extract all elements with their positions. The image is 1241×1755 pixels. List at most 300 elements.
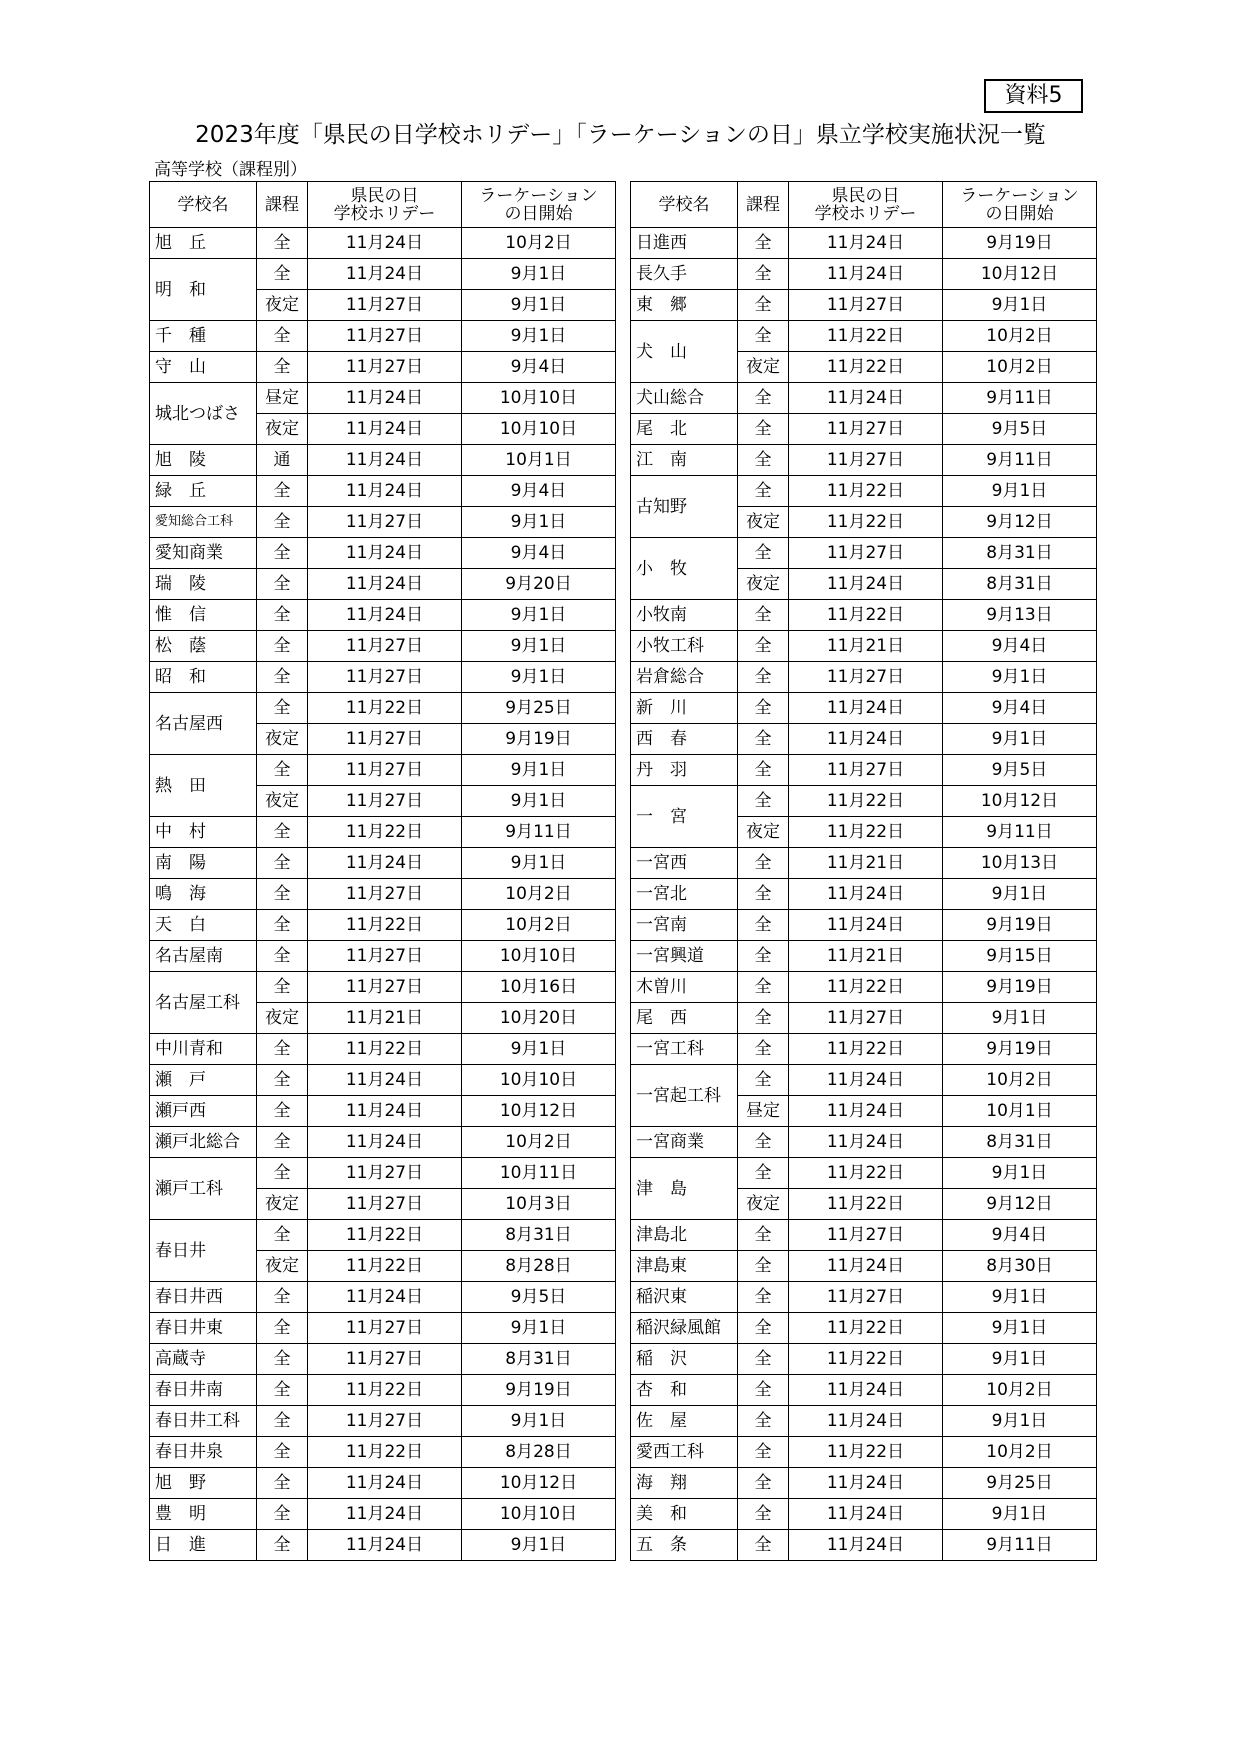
course-cell: 全: [257, 1282, 308, 1313]
holiday-date-cell: 11月22日: [308, 1375, 462, 1406]
table-row: [150, 445, 616, 476]
rakeshon-date-cell: 9月1日: [462, 755, 616, 786]
school-name-cell: 一宮興道: [631, 941, 738, 972]
course-cell: 全: [257, 600, 308, 631]
table-row: [150, 1220, 616, 1251]
school-name-cell: 稲沢東: [631, 1282, 738, 1313]
course-cell: 全: [257, 476, 308, 507]
rakeshon-date-cell: 9月4日: [462, 476, 616, 507]
school-name-cell: 南 陽: [150, 848, 257, 879]
rakeshon-date-cell: 9月1日: [462, 507, 616, 538]
table-row: [631, 724, 1097, 755]
course-cell: 全: [738, 259, 789, 290]
table-body: [150, 228, 616, 1561]
school-name-cell: 一宮商業: [631, 1127, 738, 1158]
school-name-cell: 一宮起工科: [631, 1065, 738, 1127]
course-cell: 全: [738, 228, 789, 259]
table-row: [631, 1158, 1097, 1189]
rakeshon-date-cell: 9月5日: [943, 755, 1097, 786]
course-cell: 全: [257, 1220, 308, 1251]
course-cell: 全: [257, 910, 308, 941]
table-row: [150, 631, 616, 662]
rakeshon-date-cell: 9月13日: [943, 600, 1097, 631]
holiday-date-cell: 11月27日: [308, 786, 462, 817]
table-row: [150, 259, 616, 290]
holiday-date-cell: 11月22日: [308, 910, 462, 941]
table-row: [150, 1096, 616, 1127]
school-name-cell: 熱 田: [150, 755, 257, 817]
rakeshon-date-cell: 9月1日: [943, 476, 1097, 507]
holiday-date-cell: 11月27日: [308, 352, 462, 383]
rakeshon-date-cell: 8月28日: [462, 1251, 616, 1282]
course-cell: 全: [257, 259, 308, 290]
holiday-date-cell: 11月27日: [789, 1282, 943, 1313]
holiday-date-cell: 11月27日: [308, 755, 462, 786]
school-name-cell: 稲沢緑風館: [631, 1313, 738, 1344]
holiday-date-cell: 11月24日: [308, 1499, 462, 1530]
holiday-date-cell: 11月22日: [789, 1158, 943, 1189]
school-name-cell: 一宮北: [631, 879, 738, 910]
school-name-cell: 高蔵寺: [150, 1344, 257, 1375]
course-cell: 全: [257, 1313, 308, 1344]
rakeshon-date-cell: 9月11日: [943, 445, 1097, 476]
school-name-cell: 旭 丘: [150, 228, 257, 259]
header-school-name: 学校名: [150, 182, 257, 228]
rakeshon-date-cell: 9月19日: [462, 1375, 616, 1406]
school-name-cell: 城北つばさ: [150, 383, 257, 445]
rakeshon-date-cell: 9月1日: [462, 1406, 616, 1437]
holiday-date-cell: 11月27日: [308, 631, 462, 662]
table-row: [150, 476, 616, 507]
holiday-date-cell: 11月24日: [308, 1468, 462, 1499]
holiday-date-cell: 11月22日: [308, 1251, 462, 1282]
course-cell: 全: [257, 569, 308, 600]
holiday-date-cell: 11月24日: [789, 1468, 943, 1499]
school-name-cell: 小 牧: [631, 538, 738, 600]
course-cell: 全: [257, 1034, 308, 1065]
table-row: [631, 259, 1097, 290]
course-cell: 全: [738, 1065, 789, 1096]
school-name-cell: 春日井: [150, 1220, 257, 1282]
holiday-date-cell: 11月22日: [308, 693, 462, 724]
table-row: [631, 1003, 1097, 1034]
table-row: [631, 1034, 1097, 1065]
course-cell: 全: [257, 693, 308, 724]
course-cell: 全: [738, 972, 789, 1003]
holiday-date-cell: 11月27日: [308, 507, 462, 538]
table-row: [631, 445, 1097, 476]
rakeshon-date-cell: 9月1日: [462, 631, 616, 662]
course-cell: 全: [257, 941, 308, 972]
holiday-date-cell: 11月22日: [789, 1437, 943, 1468]
table-row: [631, 228, 1097, 259]
holiday-date-cell: 11月22日: [789, 1034, 943, 1065]
table-row: [150, 1499, 616, 1530]
course-cell: 全: [738, 724, 789, 755]
course-cell: 全: [257, 1375, 308, 1406]
school-name-cell: 愛西工科: [631, 1437, 738, 1468]
holiday-date-cell: 11月22日: [308, 1220, 462, 1251]
rakeshon-date-cell: 10月2日: [943, 1375, 1097, 1406]
school-name-cell: 江 南: [631, 445, 738, 476]
school-name-cell: 小牧南: [631, 600, 738, 631]
holiday-date-cell: 11月24日: [789, 1127, 943, 1158]
holiday-date-cell: 11月24日: [789, 1530, 943, 1561]
rakeshon-date-cell: 9月19日: [943, 972, 1097, 1003]
rakeshon-date-cell: 9月4日: [462, 538, 616, 569]
school-name-cell: 愛知総合工科: [150, 507, 257, 538]
rakeshon-date-cell: 9月11日: [943, 1530, 1097, 1561]
school-name-cell: 千 種: [150, 321, 257, 352]
course-cell: 全: [738, 941, 789, 972]
rakeshon-date-cell: 9月5日: [943, 414, 1097, 445]
course-cell: 全: [738, 1158, 789, 1189]
rakeshon-date-cell: 10月10日: [462, 1499, 616, 1530]
rakeshon-date-cell: 8月31日: [462, 1220, 616, 1251]
school-name-cell: 稲 沢: [631, 1344, 738, 1375]
rakeshon-date-cell: 9月1日: [943, 1499, 1097, 1530]
course-cell: 夜定: [257, 1251, 308, 1282]
holiday-date-cell: 11月24日: [308, 228, 462, 259]
holiday-date-cell: 11月27日: [308, 321, 462, 352]
school-name-cell: 丹 羽: [631, 755, 738, 786]
table-row: [631, 941, 1097, 972]
rakeshon-date-cell: 9月1日: [462, 600, 616, 631]
school-name-cell: 昭 和: [150, 662, 257, 693]
course-cell: 夜定: [257, 786, 308, 817]
rakeshon-date-cell: 9月1日: [943, 1003, 1097, 1034]
school-name-cell: 豊 明: [150, 1499, 257, 1530]
table-row: [150, 1344, 616, 1375]
course-cell: 夜定: [257, 1189, 308, 1220]
school-name-cell: 東 郷: [631, 290, 738, 321]
header-school-name: 学校名: [631, 182, 738, 228]
rakeshon-date-cell: 9月20日: [462, 569, 616, 600]
school-name-cell: 一 宮: [631, 786, 738, 848]
rakeshon-date-cell: 9月19日: [462, 724, 616, 755]
course-cell: 全: [738, 693, 789, 724]
rakeshon-date-cell: 9月4日: [462, 352, 616, 383]
course-cell: 夜定: [738, 817, 789, 848]
holiday-date-cell: 11月24日: [789, 1406, 943, 1437]
rakeshon-date-cell: 9月5日: [462, 1282, 616, 1313]
course-cell: 全: [257, 1065, 308, 1096]
table-row: [631, 1313, 1097, 1344]
holiday-date-cell: 11月24日: [789, 693, 943, 724]
rakeshon-date-cell: 9月15日: [943, 941, 1097, 972]
course-cell: 夜定: [257, 724, 308, 755]
table-row: [150, 1468, 616, 1499]
school-name-cell: 海 翔: [631, 1468, 738, 1499]
school-name-cell: 瀬戸北総合: [150, 1127, 257, 1158]
holiday-date-cell: 11月24日: [789, 724, 943, 755]
course-cell: 全: [738, 383, 789, 414]
holiday-date-cell: 11月27日: [308, 972, 462, 1003]
rakeshon-date-cell: 8月31日: [943, 538, 1097, 569]
holiday-date-cell: 11月22日: [789, 786, 943, 817]
rakeshon-date-cell: 9月11日: [462, 817, 616, 848]
document-badge: 資料5: [984, 79, 1083, 113]
header-row: [631, 182, 1097, 228]
course-cell: 全: [257, 1096, 308, 1127]
table-row: [631, 1437, 1097, 1468]
holiday-date-cell: 11月27日: [789, 414, 943, 445]
header-course: 課程: [257, 182, 308, 228]
course-cell: 全: [738, 1375, 789, 1406]
school-name-cell: 犬山総合: [631, 383, 738, 414]
holiday-date-cell: 11月21日: [789, 848, 943, 879]
holiday-date-cell: 11月27日: [789, 538, 943, 569]
course-cell: 全: [738, 1003, 789, 1034]
holiday-date-cell: 11月24日: [308, 476, 462, 507]
school-name-cell: 岩倉総合: [631, 662, 738, 693]
holiday-date-cell: 11月24日: [789, 569, 943, 600]
course-cell: 全: [738, 1344, 789, 1375]
table-row: [631, 662, 1097, 693]
school-name-cell: 旭 陵: [150, 445, 257, 476]
table-row: [150, 569, 616, 600]
course-cell: 全: [738, 1499, 789, 1530]
school-name-cell: 西 春: [631, 724, 738, 755]
table-row: [631, 538, 1097, 569]
course-cell: 全: [738, 1282, 789, 1313]
school-name-cell: 杏 和: [631, 1375, 738, 1406]
table-row: [631, 290, 1097, 321]
rakeshon-date-cell: 10月3日: [462, 1189, 616, 1220]
rakeshon-date-cell: 10月20日: [462, 1003, 616, 1034]
table-row: [631, 1220, 1097, 1251]
rakeshon-date-cell: 10月10日: [462, 941, 616, 972]
school-name-cell: 瀬戸工科: [150, 1158, 257, 1220]
course-cell: 全: [738, 1468, 789, 1499]
course-cell: 全: [738, 414, 789, 445]
rakeshon-date-cell: 8月28日: [462, 1437, 616, 1468]
holiday-date-cell: 11月22日: [789, 972, 943, 1003]
holiday-date-cell: 11月24日: [308, 383, 462, 414]
holiday-date-cell: 11月27日: [308, 290, 462, 321]
school-name-cell: 長久手: [631, 259, 738, 290]
holiday-date-cell: 11月27日: [308, 1313, 462, 1344]
course-cell: 全: [738, 631, 789, 662]
holiday-date-cell: 11月27日: [789, 1003, 943, 1034]
rakeshon-date-cell: 10月10日: [462, 383, 616, 414]
rakeshon-date-cell: 9月1日: [943, 1313, 1097, 1344]
table-row: [631, 1499, 1097, 1530]
table-row: [150, 1375, 616, 1406]
course-cell: 全: [257, 1127, 308, 1158]
holiday-date-cell: 11月27日: [789, 662, 943, 693]
holiday-date-cell: 11月22日: [789, 321, 943, 352]
rakeshon-date-cell: 10月2日: [462, 1127, 616, 1158]
table-row: [631, 1344, 1097, 1375]
holiday-date-cell: 11月27日: [308, 1344, 462, 1375]
table-row: [150, 1158, 616, 1189]
holiday-date-cell: 11月24日: [789, 1251, 943, 1282]
table-row: [150, 693, 616, 724]
holiday-date-cell: 11月24日: [308, 1065, 462, 1096]
school-name-cell: 惟 信: [150, 600, 257, 631]
table-row: [150, 972, 616, 1003]
course-cell: 全: [738, 755, 789, 786]
table-row: [631, 476, 1097, 507]
holiday-date-cell: 11月22日: [789, 817, 943, 848]
course-cell: 全: [257, 662, 308, 693]
section-subtitle: 高等学校（課程別）: [154, 160, 307, 180]
table-row: [631, 693, 1097, 724]
rakeshon-date-cell: 9月1日: [943, 1158, 1097, 1189]
rakeshon-date-cell: 9月25日: [943, 1468, 1097, 1499]
table-row: [150, 507, 616, 538]
course-cell: 全: [257, 755, 308, 786]
rakeshon-date-cell: 9月19日: [943, 1034, 1097, 1065]
school-name-cell: 鳴 海: [150, 879, 257, 910]
school-name-cell: 日進西: [631, 228, 738, 259]
rakeshon-date-cell: 10月12日: [943, 259, 1097, 290]
course-cell: 夜定: [738, 352, 789, 383]
course-cell: 全: [257, 1406, 308, 1437]
holiday-date-cell: 11月22日: [308, 817, 462, 848]
holiday-date-cell: 11月27日: [308, 724, 462, 755]
table-row: [631, 1282, 1097, 1313]
rakeshon-date-cell: 9月11日: [943, 817, 1097, 848]
table-row: [150, 600, 616, 631]
school-name-cell: 瑞 陵: [150, 569, 257, 600]
rakeshon-date-cell: 10月1日: [943, 1096, 1097, 1127]
course-cell: 全: [257, 507, 308, 538]
school-name-cell: 木曽川: [631, 972, 738, 1003]
school-name-cell: 一宮西: [631, 848, 738, 879]
table-row: [150, 1065, 616, 1096]
holiday-date-cell: 11月24日: [308, 600, 462, 631]
course-cell: 全: [257, 321, 308, 352]
rakeshon-date-cell: 9月1日: [462, 662, 616, 693]
rakeshon-date-cell: 10月2日: [943, 1065, 1097, 1096]
holiday-date-cell: 11月22日: [789, 1344, 943, 1375]
holiday-date-cell: 11月24日: [789, 879, 943, 910]
table-row: [150, 817, 616, 848]
school-name-cell: 小牧工科: [631, 631, 738, 662]
rakeshon-date-cell: 10月10日: [462, 414, 616, 445]
rakeshon-date-cell: 9月11日: [943, 383, 1097, 414]
course-cell: 全: [738, 1530, 789, 1561]
school-name-cell: 犬 山: [631, 321, 738, 383]
rakeshon-date-cell: 10月16日: [462, 972, 616, 1003]
table-row: [150, 352, 616, 383]
course-cell: 全: [738, 1220, 789, 1251]
table-row: [150, 228, 616, 259]
table-row: [631, 1251, 1097, 1282]
rakeshon-date-cell: 9月12日: [943, 507, 1097, 538]
rakeshon-date-cell: 9月19日: [943, 910, 1097, 941]
table-row: [631, 879, 1097, 910]
course-cell: 全: [738, 786, 789, 817]
table-row: [150, 1034, 616, 1065]
school-name-cell: 一宮南: [631, 910, 738, 941]
holiday-date-cell: 11月22日: [789, 1313, 943, 1344]
page-title: 2023年度「県民の日学校ホリデー」「ラーケーションの日」県立学校実施状況一覧: [195, 122, 1046, 148]
course-cell: 夜定: [738, 569, 789, 600]
header-course: 課程: [738, 182, 789, 228]
table-row: [631, 600, 1097, 631]
holiday-date-cell: 11月27日: [789, 290, 943, 321]
holiday-date-cell: 11月27日: [308, 1406, 462, 1437]
holiday-date-cell: 11月21日: [789, 631, 943, 662]
holiday-date-cell: 11月22日: [789, 476, 943, 507]
holiday-date-cell: 11月21日: [308, 1003, 462, 1034]
header-holiday: 県民の日 学校ホリデー: [308, 182, 462, 228]
table-row: [631, 414, 1097, 445]
course-cell: 全: [257, 972, 308, 1003]
course-cell: 全: [257, 1158, 308, 1189]
rakeshon-date-cell: 8月31日: [943, 569, 1097, 600]
rakeshon-date-cell: 10月13日: [943, 848, 1097, 879]
rakeshon-date-cell: 9月4日: [943, 1220, 1097, 1251]
course-cell: 全: [257, 1499, 308, 1530]
course-cell: 全: [738, 445, 789, 476]
holiday-date-cell: 11月24日: [308, 1282, 462, 1313]
school-name-cell: 新 川: [631, 693, 738, 724]
holiday-date-cell: 11月22日: [789, 600, 943, 631]
rakeshon-date-cell: 9月1日: [943, 1406, 1097, 1437]
table-row: [150, 848, 616, 879]
course-cell: 全: [738, 848, 789, 879]
table-row: [631, 631, 1097, 662]
school-name-cell: 天 白: [150, 910, 257, 941]
holiday-date-cell: 11月27日: [308, 879, 462, 910]
school-name-cell: 春日井工科: [150, 1406, 257, 1437]
course-cell: 夜定: [257, 414, 308, 445]
table-row: [631, 383, 1097, 414]
school-name-cell: 名古屋西: [150, 693, 257, 755]
course-cell: 全: [738, 290, 789, 321]
school-name-cell: 佐 屋: [631, 1406, 738, 1437]
rakeshon-date-cell: 9月1日: [943, 290, 1097, 321]
holiday-date-cell: 11月22日: [789, 507, 943, 538]
rakeshon-date-cell: 9月1日: [943, 1282, 1097, 1313]
holiday-date-cell: 11月24日: [789, 383, 943, 414]
holiday-date-cell: 11月22日: [789, 352, 943, 383]
table-row: [150, 383, 616, 414]
holiday-date-cell: 11月27日: [789, 445, 943, 476]
course-cell: 全: [738, 879, 789, 910]
holiday-date-cell: 11月24日: [308, 1127, 462, 1158]
course-cell: 全: [738, 538, 789, 569]
holiday-date-cell: 11月24日: [308, 538, 462, 569]
rakeshon-date-cell: 10月2日: [462, 879, 616, 910]
school-name-cell: 愛知商業: [150, 538, 257, 569]
course-cell: 全: [738, 1251, 789, 1282]
holiday-date-cell: 11月24日: [308, 848, 462, 879]
rakeshon-date-cell: 9月1日: [943, 724, 1097, 755]
school-name-cell: 名古屋南: [150, 941, 257, 972]
course-cell: 全: [738, 1127, 789, 1158]
rakeshon-date-cell: 9月1日: [943, 662, 1097, 693]
holiday-date-cell: 11月24日: [789, 910, 943, 941]
holiday-date-cell: 11月24日: [308, 1096, 462, 1127]
school-name-cell: 明 和: [150, 259, 257, 321]
table-row: [631, 1406, 1097, 1437]
table-row: [150, 662, 616, 693]
holiday-date-cell: 11月27日: [308, 662, 462, 693]
rakeshon-date-cell: 10月10日: [462, 1065, 616, 1096]
course-cell: 全: [257, 1437, 308, 1468]
table-row: [631, 321, 1097, 352]
rakeshon-date-cell: 10月2日: [943, 321, 1097, 352]
course-cell: 昼定: [738, 1096, 789, 1127]
school-name-cell: 松 蔭: [150, 631, 257, 662]
school-name-cell: 尾 西: [631, 1003, 738, 1034]
header-holiday: 県民の日 学校ホリデー: [789, 182, 943, 228]
